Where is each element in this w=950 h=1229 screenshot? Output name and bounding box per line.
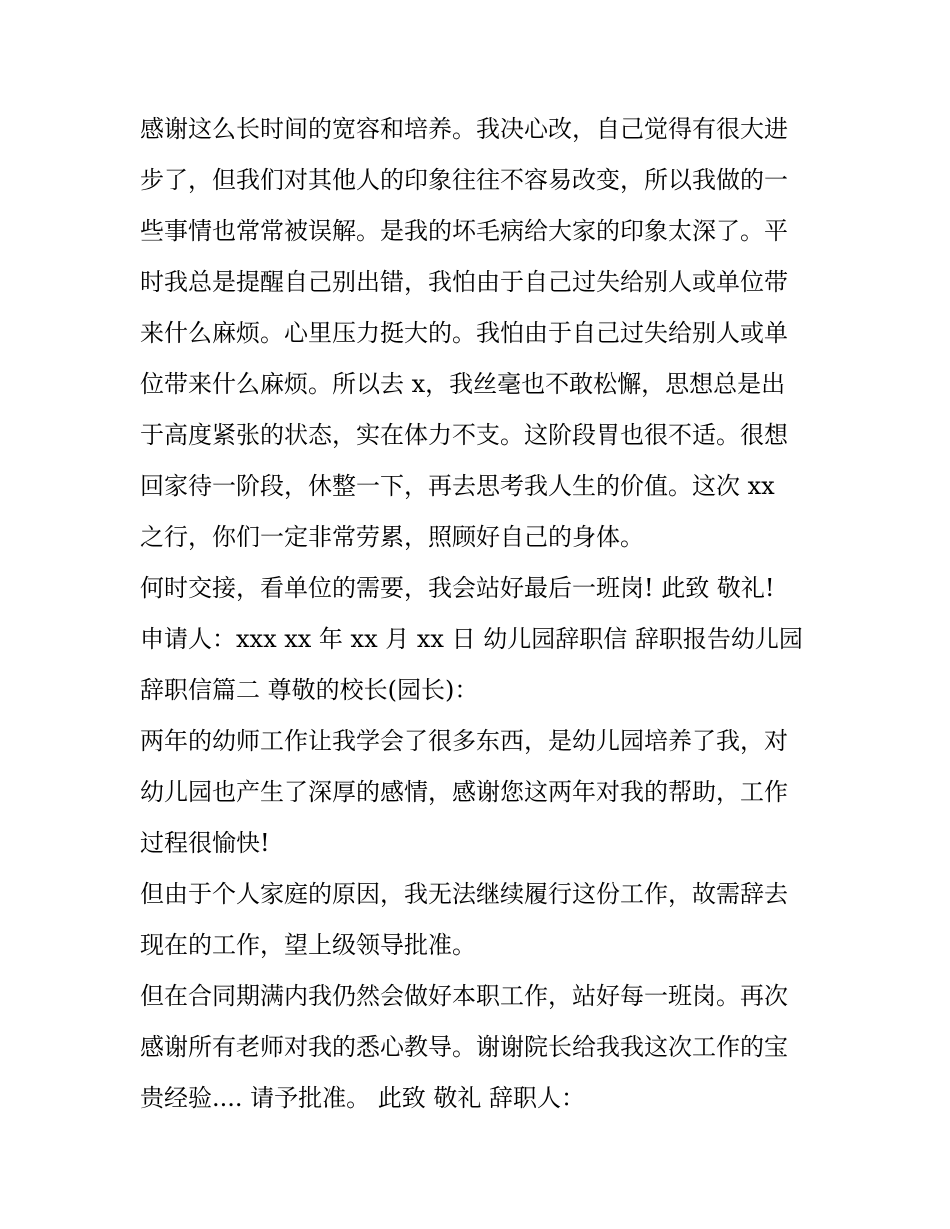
text-line: 何时交接，看单位的需要，我会站好最后一班岗! 此致 敬礼! [140,574,775,602]
text-line: 位带来什么麻烦。所以去 x，我丝毫也不敢松懈，思想总是出 [140,370,786,398]
text-line: 感谢所有老师对我的悉心教导。谢谢院长给我我这次工作的宝 [140,1033,788,1061]
text-line: 现在的工作，望上级领导批准。 [140,931,476,959]
text-line: 回家待一阶段，休整一下，再去思考我人生的价值。这次 xx [140,472,775,500]
text-line: 幼儿园也产生了深厚的感情，感谢您这两年对我的帮助，工作 [140,778,788,806]
text-line: 两年的幼师工作让我学会了很多东西，是幼儿园培养了我，对 [140,727,788,755]
letter-body [140,104,820,1124]
text-line: 贵经验.... 请予批准。 此致 敬礼 辞职人： [140,1084,586,1112]
text-line: 来什么麻烦。心里压力挺大的。我怕由于自己过失给别人或单 [140,319,788,347]
text-line: 过程很愉快! [140,829,270,857]
text-line: 申请人：xxx xx 年 xx 月 xx 日 幼儿园辞职信 辞职报告幼儿园 [140,625,803,653]
text-line: 但由于个人家庭的原因，我无法继续履行这份工作，故需辞去 [140,880,788,908]
text-line: 辞职信篇二 尊敬的校长(园长)： [140,676,479,704]
text-line: 但在合同期满内我仍然会做好本职工作，站好每一班岗。再次 [140,982,788,1010]
text-line: 之行，你们一定非常劳累，照顾好自己的身体。 [140,523,644,551]
text-line: 感谢这么长时间的宽容和培养。我决心改，自己觉得有很大进 [140,115,788,143]
text-line: 步了，但我们对其他人的印象往往不容易改变，所以我做的一 [140,166,788,194]
text-line: 时我总是提醒自己别出错，我怕由于自己过失给别人或单位带 [140,268,788,296]
text-line: 些事情也常常被误解。是我的坏毛病给大家的印象太深了。平 [140,217,788,245]
text-line: 于高度紧张的状态，实在体力不支。这阶段胃也很不适。很想 [140,421,788,449]
